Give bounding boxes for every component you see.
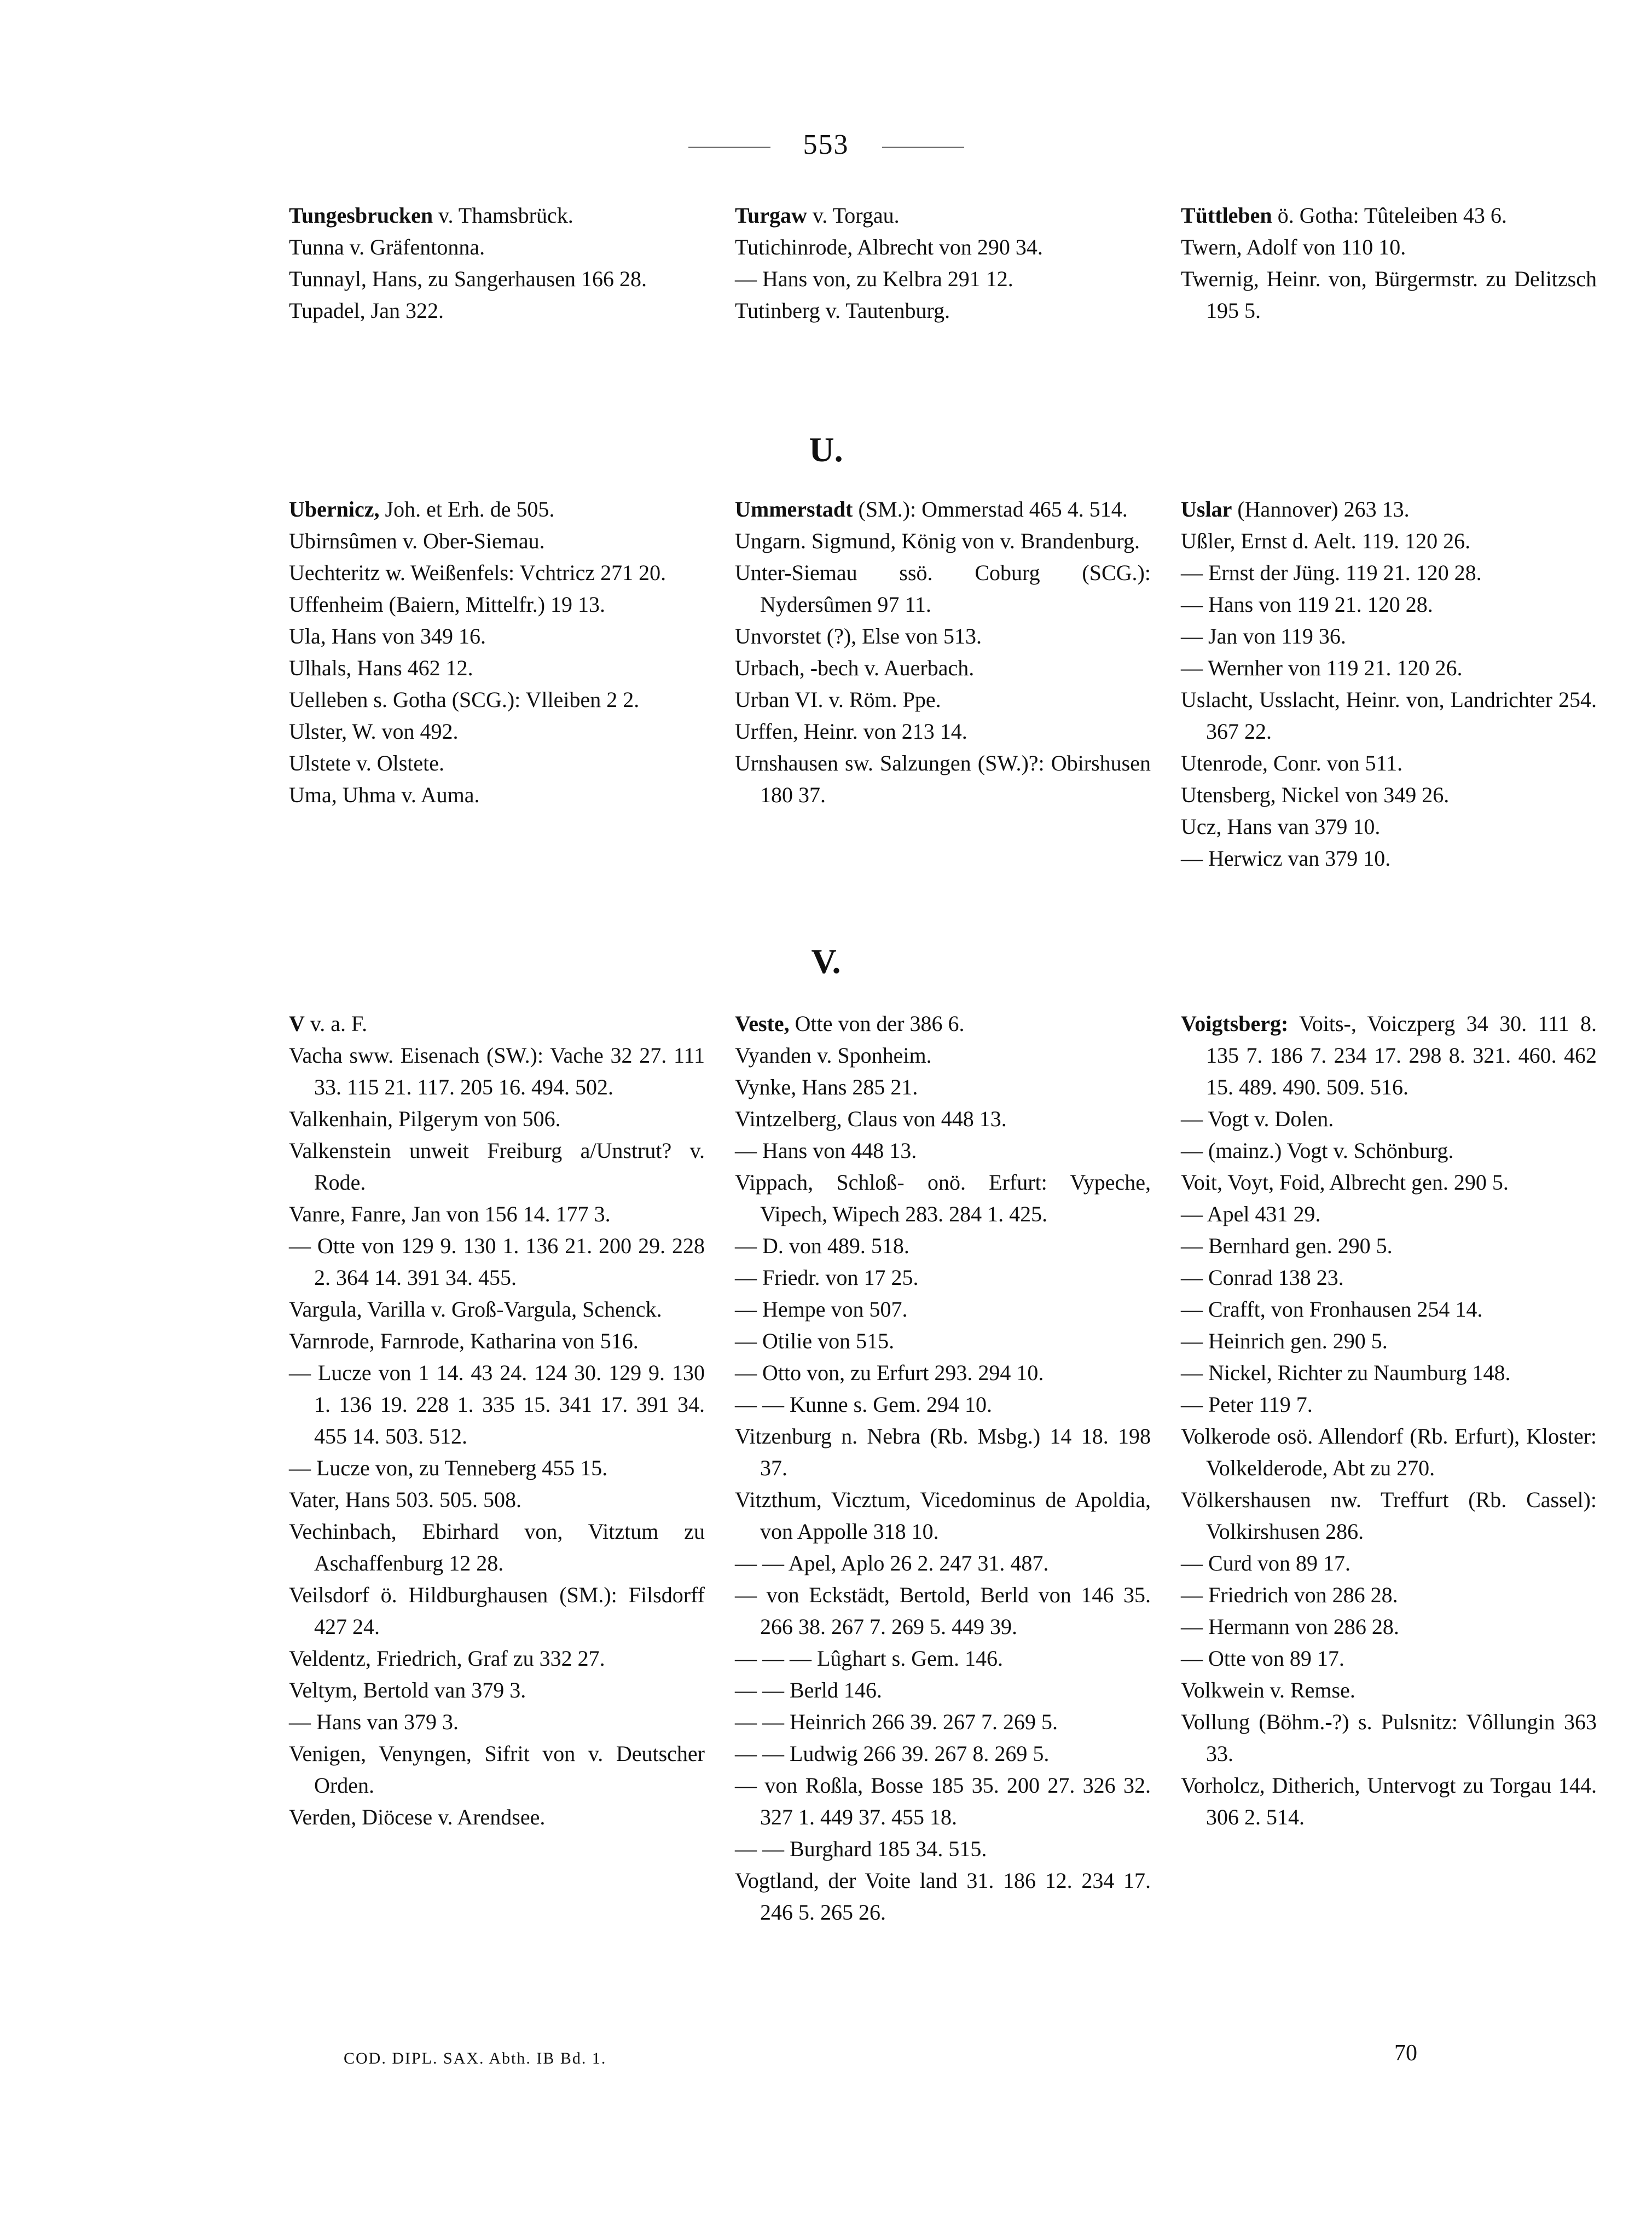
- section-u: [289, 494, 1597, 874]
- index-entry-text: — Peter 119 7.: [1181, 1392, 1313, 1417]
- index-entry-text: — Lucze von 1 14. 43 24. 124 30. 129 9. 130 1. 136 19. 228 1. 335 15. 341 17. 391 34. 455 14. 503. 512.: [289, 1360, 705, 1448]
- index-entry: [735, 1579, 1151, 1643]
- index-entry: [735, 1103, 1151, 1135]
- index-entry-text: Vargula, Varilla v. Groß-Vargula, Schenck.: [289, 1297, 662, 1322]
- index-entry-text: Ubirnsûmen v. Ober-Siemau.: [289, 529, 545, 553]
- index-entry: [1181, 1230, 1597, 1262]
- index-entry: [735, 716, 1151, 748]
- index-entry: [289, 684, 705, 716]
- index-entry: [1181, 525, 1597, 557]
- index-entry: [1181, 1167, 1597, 1198]
- index-entry-text: Uelleben s. Gotha (SCG.): Vlleiben 2 2.: [289, 687, 640, 712]
- index-entry-text: — von Roßla, Bosse 185 35. 200 27. 326 32. 327 1. 449 37. 455 18.: [735, 1773, 1151, 1829]
- index-entry-text: — Jan von 119 36.: [1181, 624, 1346, 648]
- index-entry-text: Vynke, Hans 285 21.: [735, 1075, 918, 1099]
- index-entry: [735, 1484, 1151, 1548]
- index-entry-text: Vyanden v. Sponheim.: [735, 1043, 932, 1068]
- index-entry: [1181, 589, 1597, 621]
- index-entry-text: Ula, Hans von 349 16.: [289, 624, 486, 648]
- column-2: [735, 494, 1151, 874]
- index-entry-text: (Hannover) 263 13.: [1232, 497, 1410, 522]
- index-entry-text: Veltym, Bertold van 379 3.: [289, 1678, 526, 1702]
- index-entry-text: Tupadel, Jan 322.: [289, 298, 444, 323]
- index-entry: [1181, 1008, 1597, 1103]
- index-entry-text: Völkershausen nw. Treffurt (Rb. Cassel): Volkirshusen 286.: [1181, 1487, 1597, 1544]
- index-entry: [289, 1579, 705, 1643]
- index-entry: [1181, 1484, 1597, 1548]
- index-entry-text: Vitzenburg n. Nebra (Rb. Msbg.) 14 18. 198 37.: [735, 1424, 1151, 1480]
- footer-source: COD. DIPL. SAX. Abth. IB Bd. 1.: [344, 2049, 607, 2067]
- index-headword: Ubernicz,: [289, 497, 380, 522]
- index-entry: [289, 1008, 705, 1040]
- index-entry-text: Vollung (Böhm.-?) s. Pulsnitz: Vôllungin 363 33.: [1181, 1710, 1597, 1766]
- index-entry-text: — Lucze von, zu Tenneberg 455 15.: [289, 1456, 608, 1480]
- index-entry-text: v. a. F.: [304, 1011, 368, 1036]
- index-entry: [1181, 1325, 1597, 1357]
- index-entry: [289, 1040, 705, 1103]
- index-entry: [1181, 1579, 1597, 1611]
- index-entry-text: Vacha sww. Eisenach (SW.): Vache 32 27. 111 33. 115 21. 117. 205 16. 494. 502.: [289, 1043, 705, 1099]
- column-3: [1181, 200, 1597, 327]
- index-entry: [289, 1643, 705, 1674]
- index-entry-text: Tutichinrode, Albrecht von 290 34.: [735, 235, 1043, 259]
- index-entry-text: — Hans von, zu Kelbra 291 12.: [735, 266, 1013, 291]
- index-entry: [735, 1643, 1151, 1674]
- index-entry: [735, 263, 1151, 295]
- section-t-columns: [289, 200, 1597, 327]
- index-entry-text: Ulhals, Hans 462 12.: [289, 656, 473, 680]
- index-entry-text: — Herwicz van 379 10.: [1181, 846, 1391, 871]
- index-entry: [289, 1801, 705, 1833]
- index-entry: [289, 748, 705, 779]
- index-entry-text: — Vogt v. Dolen.: [1181, 1106, 1334, 1131]
- index-entry: [289, 652, 705, 684]
- index-entry: [1181, 779, 1597, 811]
- footer-signature: 70: [1394, 2041, 1417, 2066]
- index-entry: [289, 1103, 705, 1135]
- index-entry: [735, 1770, 1151, 1833]
- index-entry: [1181, 1294, 1597, 1325]
- index-entry-text: Varnrode, Farnrode, Katharina von 516.: [289, 1329, 639, 1353]
- section-t: [289, 200, 1597, 327]
- index-entry-text: Ungarn. Sigmund, König von v. Brandenburg.: [735, 529, 1140, 553]
- index-entry-text: Utenrode, Conr. von 511.: [1181, 751, 1403, 775]
- index-entry-text: — — Berld 146.: [735, 1678, 882, 1702]
- index-entry-text: v. Torgau.: [807, 203, 900, 228]
- page-number-rule-left: [688, 147, 770, 148]
- index-entry: [289, 1484, 705, 1516]
- index-entry: [1181, 1706, 1597, 1770]
- index-entry-text: — Curd von 89 17.: [1181, 1551, 1350, 1575]
- index-entry: [735, 295, 1151, 327]
- index-entry: [735, 1262, 1151, 1294]
- index-entry-text: Joh. et Erh. de 505.: [379, 497, 555, 522]
- index-entry: [735, 1706, 1151, 1738]
- index-entry: [1181, 1357, 1597, 1389]
- index-entry: [1181, 1135, 1597, 1167]
- index-entry-text: — Wernher von 119 21. 120 26.: [1181, 656, 1463, 680]
- index-entry: [289, 525, 705, 557]
- index-entry-text: Voit, Voyt, Foid, Albrecht gen. 290 5.: [1181, 1170, 1509, 1195]
- index-headword: Uslar: [1181, 497, 1232, 522]
- section-u-columns: [289, 494, 1597, 874]
- index-entry-text: — Ernst der Jüng. 119 21. 120 28.: [1181, 560, 1482, 585]
- index-entry: [289, 1674, 705, 1706]
- index-entry-text: — — — Lûghart s. Gem. 146.: [735, 1646, 1003, 1671]
- index-entry: [289, 1294, 705, 1325]
- column-2: [735, 200, 1151, 327]
- index-entry: [735, 231, 1151, 263]
- index-entry-text: — von Eckstädt, Bertold, Berld von 146 35. 266 38. 267 7. 269 5. 449 39.: [735, 1583, 1151, 1639]
- index-entry: [735, 1674, 1151, 1706]
- index-entry: [1181, 1262, 1597, 1294]
- index-entry: [735, 1833, 1151, 1865]
- index-entry-text: (SM.): Ommerstad 465 4. 514.: [853, 497, 1128, 522]
- index-entry-text: — Hans von 448 13.: [735, 1138, 917, 1163]
- index-entry-text: Vippach, Schloß- onö. Erfurt: Vypeche, Vipech, Wipech 283. 284 1. 425.: [735, 1170, 1151, 1226]
- index-entry-text: Otte von der 386 6.: [789, 1011, 965, 1036]
- index-entry: [1181, 1770, 1597, 1833]
- index-entry-text: — (mainz.) Vogt v. Schönburg.: [1181, 1138, 1454, 1163]
- index-entry-text: — Hempe von 507.: [735, 1297, 908, 1322]
- index-entry-text: — — Ludwig 266 39. 267 8. 269 5.: [735, 1741, 1050, 1766]
- index-entry-text: Veilsdorf ö. Hildburghausen (SM.): Filsdorff 427 24.: [289, 1583, 705, 1639]
- index-entry-text: Ulstete v. Olstete.: [289, 751, 445, 775]
- index-entry-text: Vechinbach, Ebirhard von, Vitztum zu Aschaffenburg 12 28.: [289, 1519, 705, 1575]
- index-entry-text: Vanre, Fanre, Jan von 156 14. 177 3.: [289, 1202, 611, 1226]
- index-entry-text: — — Heinrich 266 39. 267 7. 269 5.: [735, 1710, 1058, 1734]
- index-entry: [289, 231, 705, 263]
- index-entry: [1181, 1611, 1597, 1643]
- index-entry: [1181, 557, 1597, 589]
- index-entry-text: Tutinberg v. Tautenburg.: [735, 298, 950, 323]
- index-entry: [289, 1325, 705, 1357]
- index-entry: [1181, 811, 1597, 843]
- index-entry: [735, 1357, 1151, 1389]
- index-entry-text: — — Burghard 185 34. 515.: [735, 1836, 987, 1861]
- index-entry-text: Urban VI. v. Röm. Ppe.: [735, 687, 941, 712]
- index-entry: [735, 748, 1151, 811]
- index-entry: [735, 525, 1151, 557]
- index-entry: [735, 684, 1151, 716]
- page-number-line: [0, 129, 1652, 161]
- index-entry-text: Vogtland, der Voite land 31. 186 12. 234 17. 246 5. 265 26.: [735, 1868, 1151, 1925]
- column-1: [289, 1008, 705, 1928]
- index-entry-text: Vitzthum, Vicztum, Vicedominus de Apoldia, von Appolle 318 10.: [735, 1487, 1151, 1544]
- index-entry: [289, 295, 705, 327]
- index-entry: [1181, 843, 1597, 874]
- index-entry: [1181, 1674, 1597, 1706]
- index-entry-text: — Hans van 379 3.: [289, 1710, 459, 1734]
- index-entry-text: Tunnayl, Hans, zu Sangerhausen 166 28.: [289, 266, 647, 291]
- index-headword: Veste,: [735, 1011, 790, 1036]
- index-entry-text: Twernig, Heinr. von, Bürgermstr. zu Delitzsch 195 5.: [1181, 266, 1597, 323]
- index-entry: [735, 1738, 1151, 1770]
- index-entry-text: Vater, Hans 503. 505. 508.: [289, 1487, 521, 1512]
- index-entry: [289, 779, 705, 811]
- index-entry: [1181, 1643, 1597, 1674]
- index-entry-text: v. Thamsbrück.: [433, 203, 573, 228]
- section-v: [289, 1008, 1597, 1928]
- index-entry-text: — Heinrich gen. 290 5.: [1181, 1329, 1388, 1353]
- index-headword: V: [289, 1011, 305, 1036]
- index-entry: [289, 1198, 705, 1230]
- index-entry-text: Tunna v. Gräfentonna.: [289, 235, 485, 259]
- index-entry-text: Volkwein v. Remse.: [1181, 1678, 1355, 1702]
- index-entry: [1181, 231, 1597, 263]
- index-entry: [735, 652, 1151, 684]
- section-heading-u: U.: [809, 430, 843, 469]
- column-1: [289, 200, 705, 327]
- index-entry-text: — Hans von 119 21. 120 28.: [1181, 592, 1433, 617]
- index-entry: [289, 1738, 705, 1801]
- index-entry: [289, 263, 705, 295]
- index-entry-text: — Otto von, zu Erfurt 293. 294 10.: [735, 1360, 1044, 1385]
- index-entry: [735, 1135, 1151, 1167]
- index-headword: Tungesbrucken: [289, 203, 433, 228]
- index-entry: [289, 200, 705, 231]
- page-number: 553: [803, 129, 849, 160]
- index-entry-text: Uma, Uhma v. Auma.: [289, 783, 480, 807]
- index-entry-text: Veldentz, Friedrich, Graf zu 332 27.: [289, 1646, 605, 1671]
- index-entry-text: Urbach, -bech v. Auerbach.: [735, 656, 975, 680]
- index-entry-text: Valkenhain, Pilgerym von 506.: [289, 1106, 561, 1131]
- index-entry: [735, 200, 1151, 231]
- index-entry: [735, 1040, 1151, 1071]
- index-entry: [1181, 748, 1597, 779]
- index-entry: [289, 1230, 705, 1294]
- index-entry: [1181, 621, 1597, 652]
- index-entry-text: — Apel 431 29.: [1181, 1202, 1321, 1226]
- column-1: [289, 494, 705, 874]
- index-entry-text: Volkerode osö. Allendorf (Rb. Erfurt), Kloster: Volkelderode, Abt zu 270.: [1181, 1424, 1597, 1480]
- index-entry-text: Voits-, Voiczperg 34 30. 111 8. 135 7. 186 7. 234 17. 298 8. 321. 460. 462 15. 489. 490. 509. 516.: [1206, 1011, 1597, 1099]
- index-entry-text: — Friedrich von 286 28.: [1181, 1583, 1398, 1607]
- index-entry: [289, 1357, 705, 1452]
- index-entry-text: Ußler, Ernst d. Aelt. 119. 120 26.: [1181, 529, 1471, 553]
- index-entry: [289, 716, 705, 748]
- index-entry: [1181, 1548, 1597, 1579]
- index-entry-text: — Hermann von 286 28.: [1181, 1614, 1399, 1639]
- index-entry: [735, 1230, 1151, 1262]
- index-entry-text: Verden, Diöcese v. Arendsee.: [289, 1805, 546, 1829]
- section-heading-v: V.: [811, 942, 841, 981]
- index-entry-text: Vintzelberg, Claus von 448 13.: [735, 1106, 1007, 1131]
- index-entry: [1181, 652, 1597, 684]
- index-entry-text: Vorholcz, Ditherich, Untervogt zu Torgau 144. 306 2. 514.: [1181, 1773, 1597, 1829]
- index-entry: [1181, 1421, 1597, 1484]
- index-headword: Ummerstadt: [735, 497, 853, 522]
- index-entry: [735, 1167, 1151, 1230]
- index-headword: Turgaw: [735, 203, 807, 228]
- index-entry-text: Valkenstein unweit Freiburg a/Unstrut? v. Rode.: [289, 1138, 705, 1195]
- section-v-columns: [289, 1008, 1597, 1928]
- index-headword: Tüttleben: [1181, 203, 1272, 228]
- index-entry: [1181, 1389, 1597, 1421]
- column-3: [1181, 494, 1597, 874]
- index-entry-text: Unter-Siemau ssö. Coburg (SCG.): Nydersûmen 97 11.: [735, 560, 1151, 617]
- index-entry: [289, 557, 705, 589]
- index-entry: [1181, 200, 1597, 231]
- index-entry-text: Uechteritz w. Weißenfels: Vchtricz 271 20.: [289, 560, 666, 585]
- index-entry: [289, 1135, 705, 1198]
- index-entry: [735, 1389, 1151, 1421]
- index-entry-text: — — Apel, Aplo 26 2. 247 31. 487.: [735, 1551, 1049, 1575]
- index-entry-text: Utensberg, Nickel von 349 26.: [1181, 783, 1450, 807]
- index-entry: [735, 494, 1151, 525]
- index-entry-text: Twern, Adolf von 110 10.: [1181, 235, 1406, 259]
- index-entry-text: — Otte von 129 9. 130 1. 136 21. 200 29. 228 2. 364 14. 391 34. 455.: [289, 1233, 705, 1290]
- index-entry: [735, 1008, 1151, 1040]
- index-entry: [1181, 1103, 1597, 1135]
- index-entry: [735, 1548, 1151, 1579]
- index-entry: [735, 621, 1151, 652]
- index-entry-text: — Otilie von 515.: [735, 1329, 895, 1353]
- index-entry-text: Ulster, W. von 492.: [289, 719, 459, 744]
- index-entry: [1181, 494, 1597, 525]
- index-entry-text: — Bernhard gen. 290 5.: [1181, 1233, 1393, 1258]
- index-entry-text: — — Kunne s. Gem. 294 10.: [735, 1392, 992, 1417]
- column-3: [1181, 1008, 1597, 1928]
- index-entry-text: — Conrad 138 23.: [1181, 1265, 1344, 1290]
- index-entry: [289, 1706, 705, 1738]
- index-entry-text: — Otte von 89 17.: [1181, 1646, 1344, 1671]
- index-entry: [289, 621, 705, 652]
- index-entry-text: Urffen, Heinr. von 213 14.: [735, 719, 967, 744]
- index-entry: [289, 494, 705, 525]
- index-entry: [1181, 263, 1597, 327]
- index-entry-text: Uffenheim (Baiern, Mittelfr.) 19 13.: [289, 592, 606, 617]
- index-entry-text: — Friedr. von 17 25.: [735, 1265, 919, 1290]
- index-entry: [735, 557, 1151, 621]
- index-entry-text: Ucz, Hans van 379 10.: [1181, 814, 1381, 839]
- index-headword: Voigtsberg:: [1181, 1011, 1289, 1036]
- index-entry-text: Uslacht, Usslacht, Heinr. von, Landrichter 254. 367 22.: [1181, 687, 1597, 744]
- index-entry-text: — Crafft, von Fronhausen 254 14.: [1181, 1297, 1483, 1322]
- index-entry: [289, 1452, 705, 1484]
- index-entry: [735, 1325, 1151, 1357]
- index-entry: [735, 1421, 1151, 1484]
- page-number-rule-right: [882, 147, 964, 148]
- index-entry-text: Unvorstet (?), Else von 513.: [735, 624, 982, 648]
- index-entry-text: — Nickel, Richter zu Naumburg 148.: [1181, 1360, 1511, 1385]
- index-entry: [735, 1865, 1151, 1928]
- index-entry: [735, 1071, 1151, 1103]
- index-entry-text: ö. Gotha: Tûteleiben 43 6.: [1272, 203, 1507, 228]
- index-entry-text: Venigen, Venyngen, Sifrit von v. Deutscher Orden.: [289, 1741, 705, 1798]
- index-entry-text: Urnshausen sw. Salzungen (SW.)?: Obirshusen 180 37.: [735, 751, 1151, 807]
- index-entry: [289, 589, 705, 621]
- index-entry: [289, 1516, 705, 1579]
- index-entry: [735, 1294, 1151, 1325]
- index-entry-text: — D. von 489. 518.: [735, 1233, 909, 1258]
- index-entry: [1181, 1198, 1597, 1230]
- index-entry: [1181, 684, 1597, 748]
- column-2: [735, 1008, 1151, 1928]
